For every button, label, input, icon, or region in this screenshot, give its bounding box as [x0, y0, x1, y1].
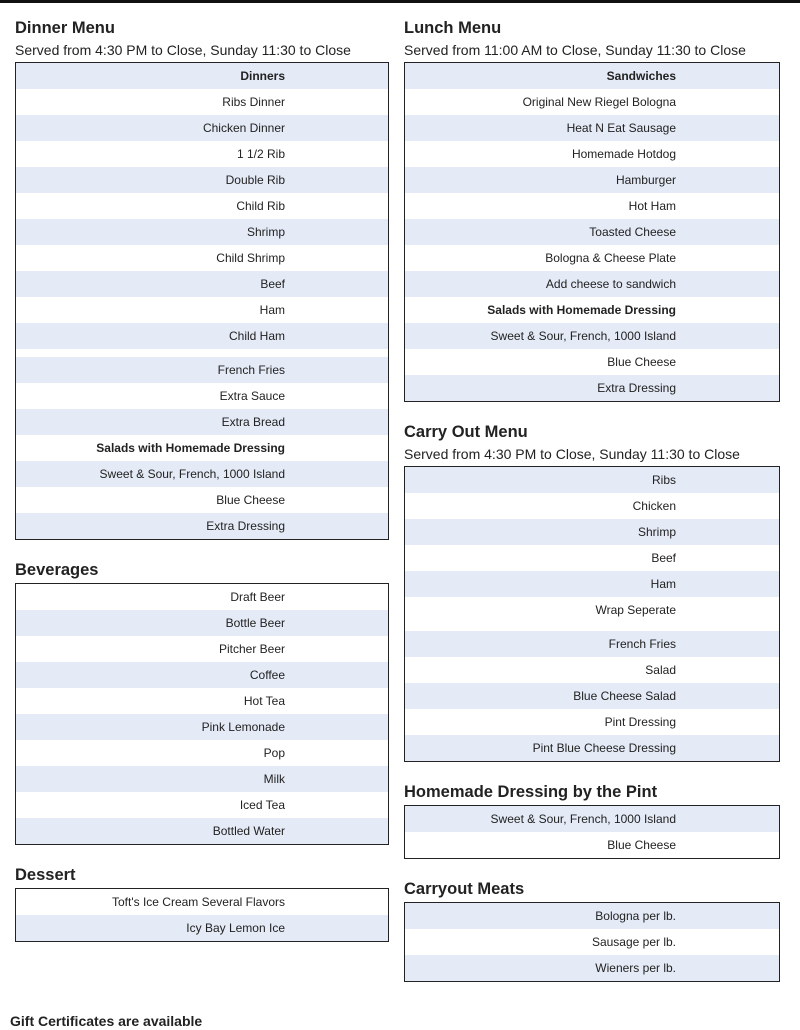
menu-item: Pint Blue Cheese Dressing — [405, 735, 779, 761]
menu-item: Sweet & Sour, French, 1000 Island — [405, 323, 779, 349]
menu-item: Toft's Ice Cream Several Flavors — [111, 895, 285, 909]
menu-item: Double Rib — [16, 167, 388, 193]
menu-item: Add cheese to sandwich — [405, 271, 779, 297]
menu-item: 1 1/2 Rib — [236, 147, 285, 161]
menu-item: Pink Lemonade — [16, 714, 388, 740]
lunch-menu-title: Lunch Menu — [404, 19, 502, 37]
menu-item: Toasted Cheese — [405, 219, 779, 245]
lunch-menu-hours: Served from 11:00 AM to Close, Sunday 11:30 to Close — [404, 42, 746, 58]
carryout-meats-table — [404, 902, 780, 982]
menu-item: Draft Beer — [230, 590, 285, 604]
carryout-menu-section — [404, 422, 780, 762]
menu-item: Bologna & Cheese Plate — [545, 251, 676, 265]
carryout-menu-hours: Served from 4:30 PM to Close, Sunday 11:30 to Close — [404, 446, 740, 462]
menu-item: Shrimp — [405, 519, 779, 545]
menu-item: Blue Cheese Salad — [405, 683, 779, 709]
menu-item: Blue Cheese — [607, 838, 676, 852]
menu-category-heading: Salads with Homemade Dressing — [96, 441, 285, 455]
menu-item: Hamburger — [405, 167, 779, 193]
carryout-meats-section — [404, 879, 780, 982]
carryout-meats-title: Carryout Meats — [404, 880, 525, 898]
dinner-menu-table — [15, 62, 389, 540]
menu-item: Blue Cheese — [607, 355, 676, 369]
menu-item: Ribs — [405, 467, 779, 493]
dessert-table — [15, 888, 389, 942]
menu-item: Heat N Eat Sausage — [405, 115, 779, 141]
menu-item: French Fries — [405, 631, 779, 657]
dressing-pint-table — [404, 805, 780, 859]
menu-item: Bottle Beer — [16, 610, 388, 636]
menu-item: Bottled Water — [16, 818, 388, 844]
menu-item: French Fries — [16, 357, 388, 383]
menu-item: Extra Bread — [16, 409, 388, 435]
right-column — [404, 18, 780, 1002]
dessert-section — [15, 865, 389, 942]
top-divider — [0, 0, 800, 3]
menu-item: Ham — [405, 571, 779, 597]
dessert-title: Dessert — [15, 866, 76, 884]
menu-item: Coffee — [16, 662, 388, 688]
menu-item: Hot Ham — [628, 199, 676, 213]
menu-item: Chicken — [632, 499, 676, 513]
menu-item: Milk — [16, 766, 388, 792]
menu-item: Beef — [16, 271, 388, 297]
menu-item: Pitcher Beer — [218, 642, 285, 656]
menu-item: Sausage per lb. — [591, 935, 676, 949]
carryout-menu-table — [404, 466, 780, 762]
beverages-table — [15, 583, 389, 845]
dressing-pint-section — [404, 782, 780, 859]
menu-item: Ribs Dinner — [222, 95, 285, 109]
menu-category-heading: Sandwiches — [405, 63, 779, 89]
gift-certificate-note: Gift Certificates are available — [10, 1013, 203, 1029]
menu-item: Homemade Hotdog — [571, 147, 676, 161]
menu-item: Original New Riegel Bologna — [522, 95, 676, 109]
dinner-menu-hours: Served from 4:30 PM to Close, Sunday 11:30 to Close — [15, 42, 351, 58]
carryout-menu-title: Carry Out Menu — [404, 423, 528, 441]
menu-item: Hot Tea — [243, 694, 285, 708]
menu-item: Extra Sauce — [219, 389, 285, 403]
menu-item: Pint Dressing — [604, 715, 676, 729]
menu-row-spacer — [405, 623, 779, 631]
menu-item: Ham — [259, 303, 285, 317]
menu-row-spacer — [16, 349, 388, 357]
menu-item: Chicken Dinner — [16, 115, 388, 141]
lunch-menu-table — [404, 62, 780, 402]
menu-item: Shrimp — [16, 219, 388, 245]
menu-category-heading: Salads with Homemade Dressing — [487, 303, 676, 317]
menu-item: Sweet & Sour, French, 1000 Island — [405, 806, 779, 832]
dinner-menu-section — [15, 18, 389, 540]
menu-item: Iced Tea — [239, 798, 285, 812]
beverages-section — [15, 560, 389, 845]
dressing-pint-title: Homemade Dressing by the Pint — [404, 783, 658, 801]
menu-item: Child Rib — [236, 199, 285, 213]
menu-item: Salad — [645, 663, 676, 677]
menu-category-heading: Dinners — [16, 63, 388, 89]
menu-item: Child Ham — [16, 323, 388, 349]
menu-item: Sweet & Sour, French, 1000 Island — [16, 461, 388, 487]
lunch-menu-section — [404, 18, 780, 402]
menu-item: Blue Cheese — [216, 493, 285, 507]
menu-item: Wrap Seperate — [595, 603, 676, 617]
menu-item: Extra Dressing — [405, 375, 779, 401]
menu-item: Bologna per lb. — [405, 903, 779, 929]
left-column — [15, 18, 389, 962]
menu-item: Pop — [263, 746, 285, 760]
menu-item: Extra Dressing — [16, 513, 388, 539]
menu-item: Child Shrimp — [216, 251, 285, 265]
dinner-menu-title: Dinner Menu — [15, 19, 115, 37]
beverages-title: Beverages — [15, 561, 99, 579]
menu-item: Beef — [651, 551, 676, 565]
menu-item: Wieners per lb. — [405, 955, 779, 981]
menu-item: Icy Bay Lemon Ice — [16, 915, 388, 941]
